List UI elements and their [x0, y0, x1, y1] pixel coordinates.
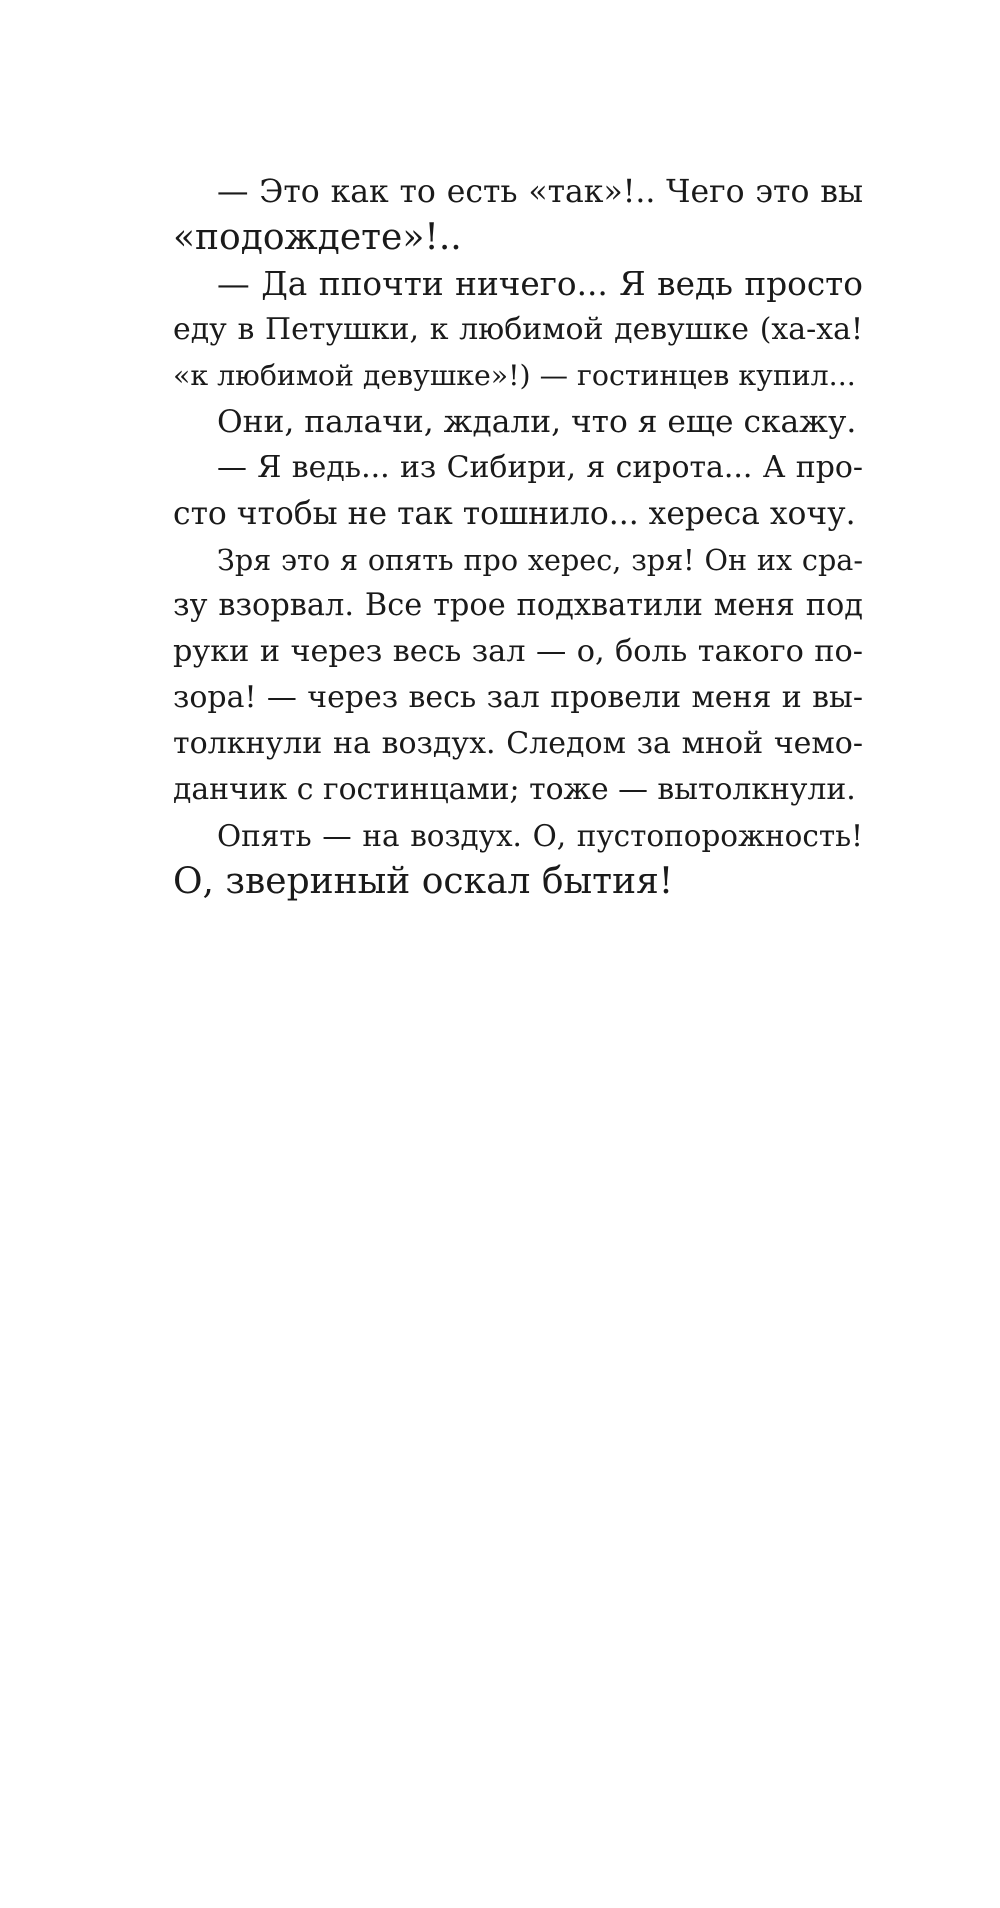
text-line: еду в Петушки, к любимой девушке (ха-ха! [173, 312, 863, 347]
text-line: Они, палачи, ждали, что я еще скажу. [217, 404, 857, 440]
text-line: — Да ппочти ничего... Я ведь просто [217, 265, 863, 303]
text-line: — Это как то есть «так»!.. Чего это вы [217, 174, 863, 210]
text-line: зора! — через весь зал провели меня и вы- [173, 680, 863, 715]
text-line: «к любимой девушке»!) — гостинцев купил... [173, 359, 856, 392]
text-line: сто чтобы не так тошнило... хереса хочу. [173, 496, 856, 532]
text-line: «подождете»!.. [173, 217, 462, 258]
text-line: руки и через весь зал — о, боль такого по- [173, 634, 863, 669]
text-line: Зря это я опять про херес, зря! Он их сра- [217, 543, 863, 577]
text-line: Опять — на воздух. О, пустопорожность! [217, 819, 863, 853]
body-text [173, 169, 863, 905]
text-line: данчик с гостинцами; тоже — вытолкнули. [173, 772, 856, 807]
text-line: — Я ведь... из Сибири, я сирота... А про- [217, 450, 863, 485]
text-line: зу взорвал. Все трое подхватили меня под [173, 588, 863, 623]
text-line: толкнули на воздух. Следом за мной чемо- [173, 726, 863, 761]
text-line: О, звериный оскал бытия! [173, 861, 674, 902]
